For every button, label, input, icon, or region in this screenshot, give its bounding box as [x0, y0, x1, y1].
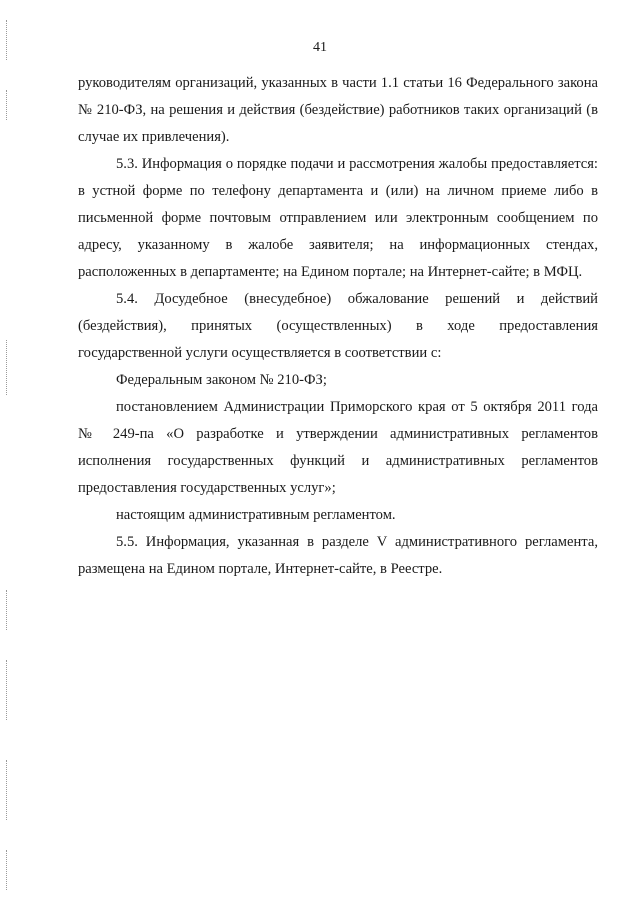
paragraph: настоящим административным регламентом.: [116, 507, 396, 523]
scan-edge-mark: [6, 660, 8, 720]
page-number: 41: [313, 40, 327, 55]
scan-edge-mark: [6, 340, 8, 395]
paragraph: Федеральным законом № 210-ФЗ;: [116, 372, 327, 388]
scan-edge-mark: [6, 590, 8, 630]
scan-edge-mark: [6, 90, 8, 120]
scan-edge-mark: [6, 760, 8, 820]
paragraph: 5.3. Информация о порядке подачи и рассмотрения жалобы предоставляется: в устной форме по телефону департамента и (или) на личном приеме либо в письменной форме почтовым отправлением или электронным сообщением по адресу, указанному в жалобе заявителя; на информационных стендах, расположенных в департаменте; на Едином портале; на Интернет-сайте; в МФЦ.: [78, 156, 598, 280]
paragraph: 5.5. Информация, указанная в разделе V административного регламента, размещена на Едином портале, Интернет-сайте, в Реестре.: [78, 534, 598, 577]
body-text: [78, 70, 598, 583]
scan-edge-mark: [6, 850, 8, 890]
paragraph: постановлением Администрации Приморского края от 5 октября 2011 года № 249-па «О разработке и утверждении административных регламентов исполнения государственных функций и административных регламентов предоставления государственных услуг»;: [78, 399, 598, 496]
paragraph: руководителям организаций, указанных в части 1.1 статьи 16 Федерального закона № 210-ФЗ, на решения и действия (бездействие) работников таких организаций (в случае их привлечения).: [78, 75, 598, 145]
paragraph: 5.4. Досудебное (внесудебное) обжалование решений и действий (бездействия), принятых (осуществленных) в ходе предоставления государственной услуги осуществляется в соответствии с:: [78, 291, 598, 361]
